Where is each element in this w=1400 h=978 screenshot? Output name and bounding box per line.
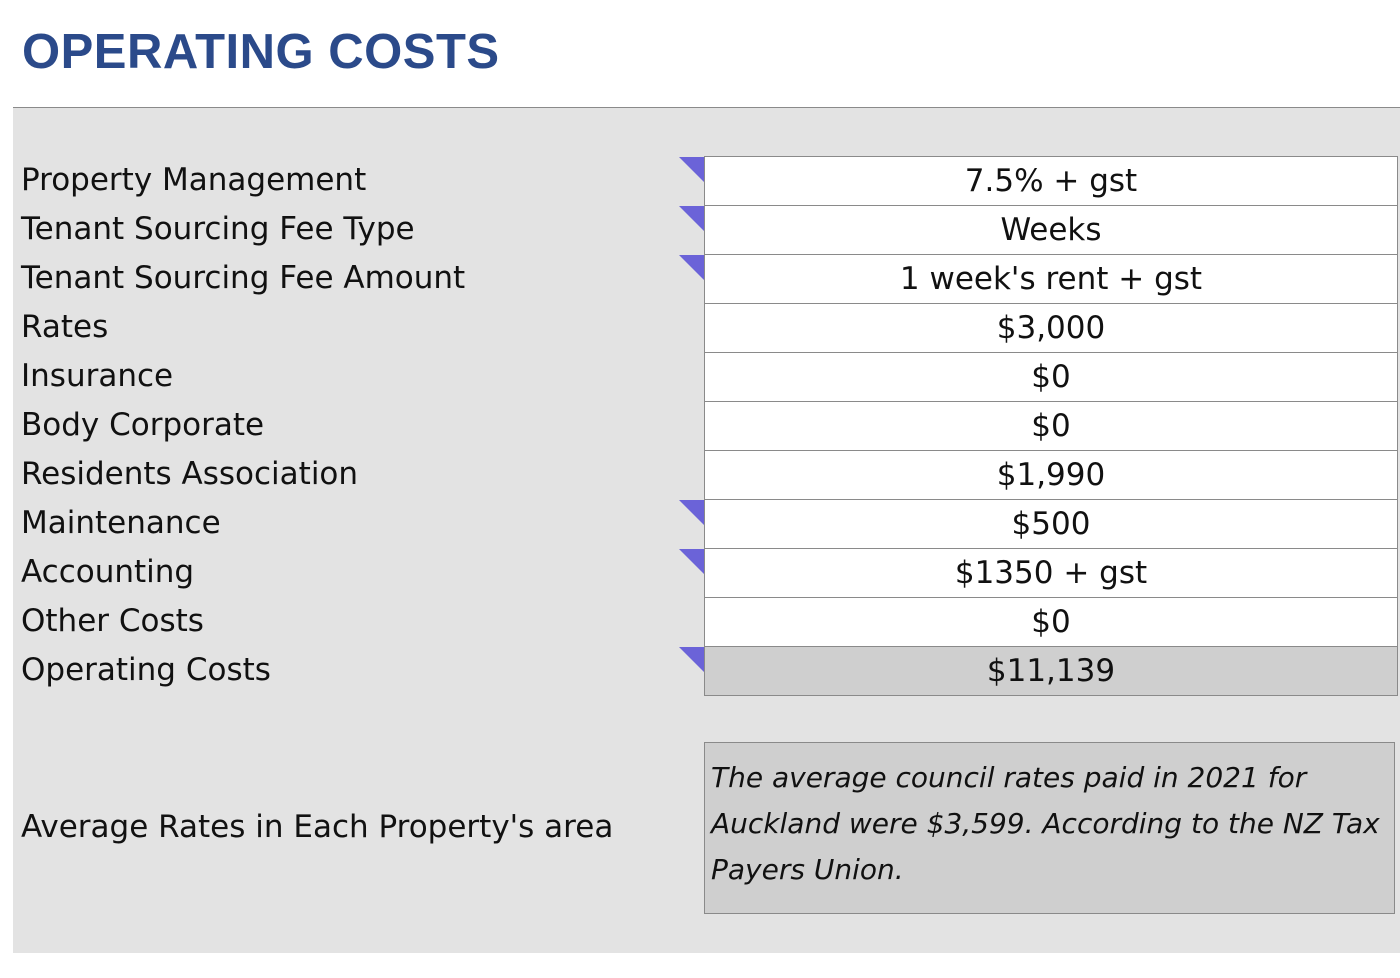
- comment-flag-icon[interactable]: [679, 647, 705, 673]
- operating-costs-sheet: [13, 107, 1400, 953]
- table-row: [13, 303, 1400, 352]
- row-label: Body Corporate: [21, 407, 265, 443]
- comment-flag-icon[interactable]: [679, 549, 705, 575]
- table-row: [13, 499, 1400, 548]
- total-value-cell[interactable]: $11,139: [704, 646, 1398, 696]
- table-row: [13, 156, 1400, 205]
- row-label: Tenant Sourcing Fee Amount: [21, 260, 466, 296]
- table-row: [13, 401, 1400, 450]
- table-row: [13, 205, 1400, 254]
- row-label: Property Management: [21, 162, 367, 198]
- row-label: Accounting: [21, 554, 195, 590]
- value-cell[interactable]: $0: [704, 352, 1398, 401]
- value-cell[interactable]: $1,990: [704, 450, 1398, 499]
- value-cell[interactable]: $3,000: [704, 303, 1398, 352]
- total-row: [13, 646, 1400, 695]
- value-cell[interactable]: 1 week's rent + gst: [704, 254, 1398, 303]
- row-label: Maintenance: [21, 505, 221, 541]
- value-cell[interactable]: $0: [704, 401, 1398, 450]
- table-row: [13, 352, 1400, 401]
- table-row: [13, 597, 1400, 646]
- value-cell[interactable]: $500: [704, 499, 1398, 548]
- table-row: [13, 450, 1400, 499]
- row-label: Residents Association: [21, 456, 359, 492]
- value-cell[interactable]: 7.5% + gst: [704, 156, 1398, 205]
- comment-flag-icon[interactable]: [679, 206, 705, 232]
- value-cell[interactable]: $0: [704, 597, 1398, 646]
- row-label: Insurance: [21, 358, 174, 394]
- comment-flag-icon[interactable]: [679, 157, 705, 183]
- row-label: Rates: [21, 309, 109, 345]
- average-rates-label: Average Rates in Each Property's area: [21, 809, 614, 845]
- row-label: Other Costs: [21, 603, 204, 639]
- value-cell[interactable]: Weeks: [704, 205, 1398, 254]
- value-cell[interactable]: $1350 + gst: [704, 548, 1398, 597]
- row-label: Tenant Sourcing Fee Type: [21, 211, 415, 247]
- table-row: [13, 254, 1400, 303]
- comment-flag-icon[interactable]: [679, 255, 705, 281]
- table-row: [13, 548, 1400, 597]
- page-title: OPERATING COSTS: [22, 25, 500, 79]
- average-rates-note[interactable]: The average council rates paid in 2021 for Auckland were $3,599. According to the NZ Tax Payers Union.: [704, 742, 1395, 914]
- total-label: Operating Costs: [21, 652, 271, 688]
- comment-flag-icon[interactable]: [679, 500, 705, 526]
